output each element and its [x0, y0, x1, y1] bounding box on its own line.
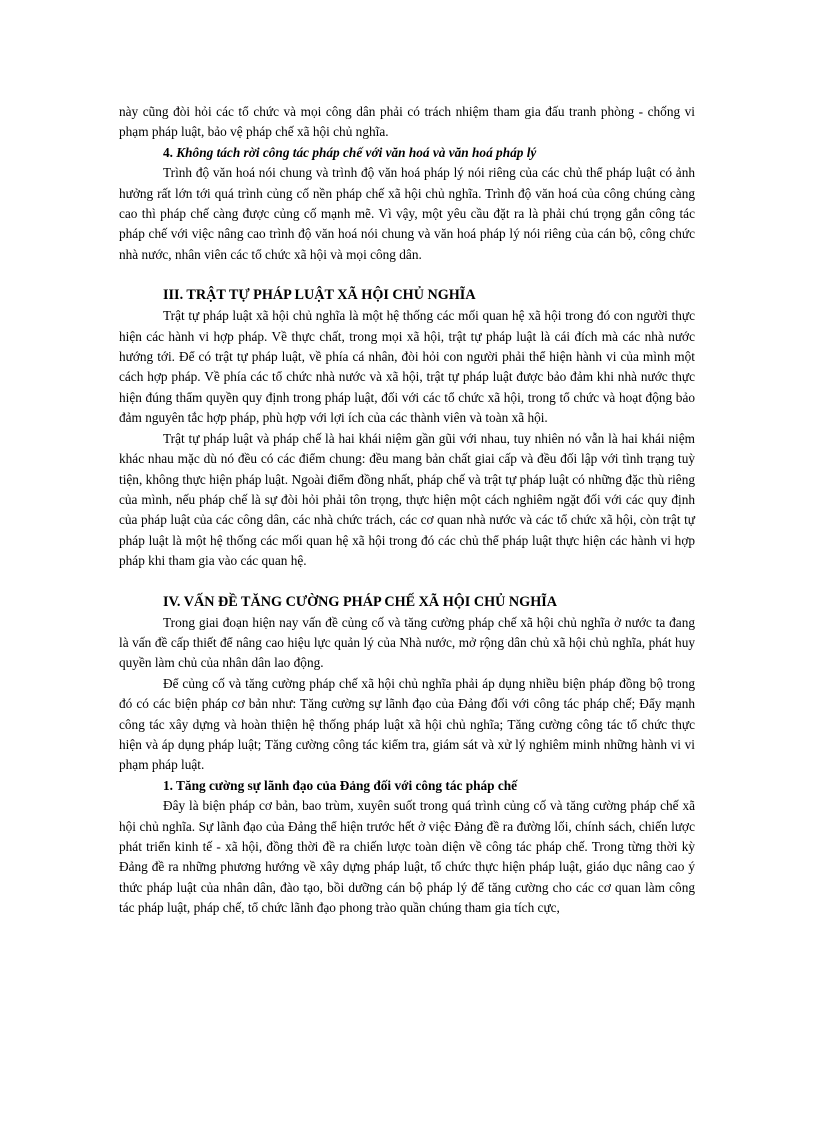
- paragraph-culture: Trình độ văn hoá nói chung và trình độ văn hoá pháp lý nói riêng của các chủ thể pháp luật có ảnh hưởng rất lớn tới quá trình củng cố nền pháp chế xã hội chủ nghĩa. Trình độ văn hoá của công chúng càng cao thì pháp chế càng được củng cố mạnh mẽ. Vì vậy, một yêu cầu đặt ra là phải chú trọng gắn công tác pháp chế với việc nâng cao trình độ văn hoá nói chung và văn hoá pháp lý nói riêng của cán bộ, công chức nhà nước, nhân viên các tổ chức xã hội và mọi công dân.: [119, 165, 695, 262]
- paragraph-legal-order-vs-legality: Trật tự pháp luật và pháp chế là hai khái niệm gần gũi với nhau, tuy nhiên nó vẫn là hai khái niệm khác nhau mặc dù nó đều có các điểm chung: đều mang bản chất giai cấp và đều đối lập với tình trạng tuỳ tiện, không thực hiện pháp luật. Ngoài điểm đồng nhất, pháp chế và trật tự pháp luật có những đặc thù riêng của mình, nếu pháp chế là sự đòi hỏi phải tôn trọng, thực hiện một cách nghiêm ngặt đối với các quy định của pháp luật của các công dân, các nhà chức trách, các cơ quan nhà nước và các tổ chức xã hội, còn trật tự pháp luật là một hệ thống các mối quan hệ xã hội trong đó các chủ thể pháp luật thực hiện các hành vi hợp pháp khi tham gia vào các quan hệ.: [119, 430, 695, 569]
- section-3-heading: III. TRẬT TỰ PHÁP LUẬT XÃ HỘI CHỦ NGHĨA: [163, 287, 476, 304]
- subheading-1: 1. Tăng cường sự lãnh đạo của Đảng đối với công tác pháp chế: [163, 777, 518, 793]
- paragraph-measures: Để củng cố và tăng cường pháp chế xã hội chủ nghĩa phải áp dụng nhiều biện pháp đồng bộ trong đó có các biện pháp cơ bản như: Tăng cường sự lãnh đạo của Đảng đối với công tác pháp chế; Đẩy mạnh công tác xây dựng và hoàn thiện hệ thống pháp luật xã hội chủ nghĩa; Tăng cường công tác tổ chức thực hiện và áp dụng pháp luật; Tăng cường công tác kiểm tra, giám sát và xử lý nghiêm minh những hành vi vi phạm pháp luật.: [119, 675, 695, 773]
- subheading-4-number: 4.: [163, 144, 177, 160]
- document-page: [119, 102, 695, 919]
- paragraph-current-stage: Trong giai đoạn hiện nay vấn đề củng cố và tăng cường pháp chế xã hội chủ nghĩa ở nước ta đang là vấn đề cấp thiết để nâng cao hiệu lực quản lý của Nhà nước, mở rộng dân chủ xã hội chủ nghĩa, phát huy quyền làm chủ của nhân dân lao động.: [119, 614, 695, 671]
- paragraph-intro: này cũng đòi hỏi các tổ chức và mọi công dân phải có trách nhiệm tham gia đấu tranh phòng - chống vi phạm pháp luật, bảo vệ pháp chế xã hội chủ nghĩa.: [119, 104, 695, 140]
- subheading-4-title: Không tách rời công tác pháp chế với văn hoá và văn hoá pháp lý: [176, 144, 537, 160]
- subheading-4: [119, 143, 695, 163]
- paragraph-legal-order-definition: Trật tự pháp luật xã hội chủ nghĩa là một hệ thống các mối quan hệ xã hội trong đó con người thực hiện các hành vi hợp pháp. Về thực chất, trong mọi xã hội, trật tự pháp luật là cái đích mà các nhà nước hướng tới. Để có trật tự pháp luật, về phía cá nhân, đòi hỏi con người phải thể hiện hành vi của mình một cách hợp pháp. Về phía các tổ chức nhà nước và xã hội, trật tự pháp luật được bảo đảm khi nhà nước thực hiện đúng thẩm quyền quy định trong pháp luật, đối với các tổ chức xã hội, trong tổ chức và hoạt động bảo đảm nguyên tắc hợp pháp, phù hợp với lợi ích của các thành viên và toàn xã hội.: [119, 308, 695, 426]
- paragraph-party-leadership: Đây là biện pháp cơ bản, bao trùm, xuyên suốt trong quá trình củng cố và tăng cường pháp chế xã hội chủ nghĩa. Sự lãnh đạo của Đảng thể hiện trước hết ở việc Đảng đề ra đường lối, chính sách, chiến lược phát triển kinh tế - xã hội, đồng thời đề ra chiến lược toàn diện về công tác pháp chế. Trong từng thời kỳ Đảng đề ra những phương hướng về xây dựng pháp luật, tổ chức thực hiện pháp luật, giáo dục nâng cao ý thức pháp luật của nhân dân, đào tạo, bồi dưỡng cán bộ pháp lý để tăng cường cho các cơ quan làm công tác pháp luật, pháp chế, tổ chức lãnh đạo phong trào quần chúng tham gia tích cực,: [119, 798, 695, 916]
- section-4-heading: IV. VẤN ĐỀ TĂNG CƯỜNG PHÁP CHẾ XÃ HỘI CHỦ NGHĨA: [163, 593, 557, 610]
